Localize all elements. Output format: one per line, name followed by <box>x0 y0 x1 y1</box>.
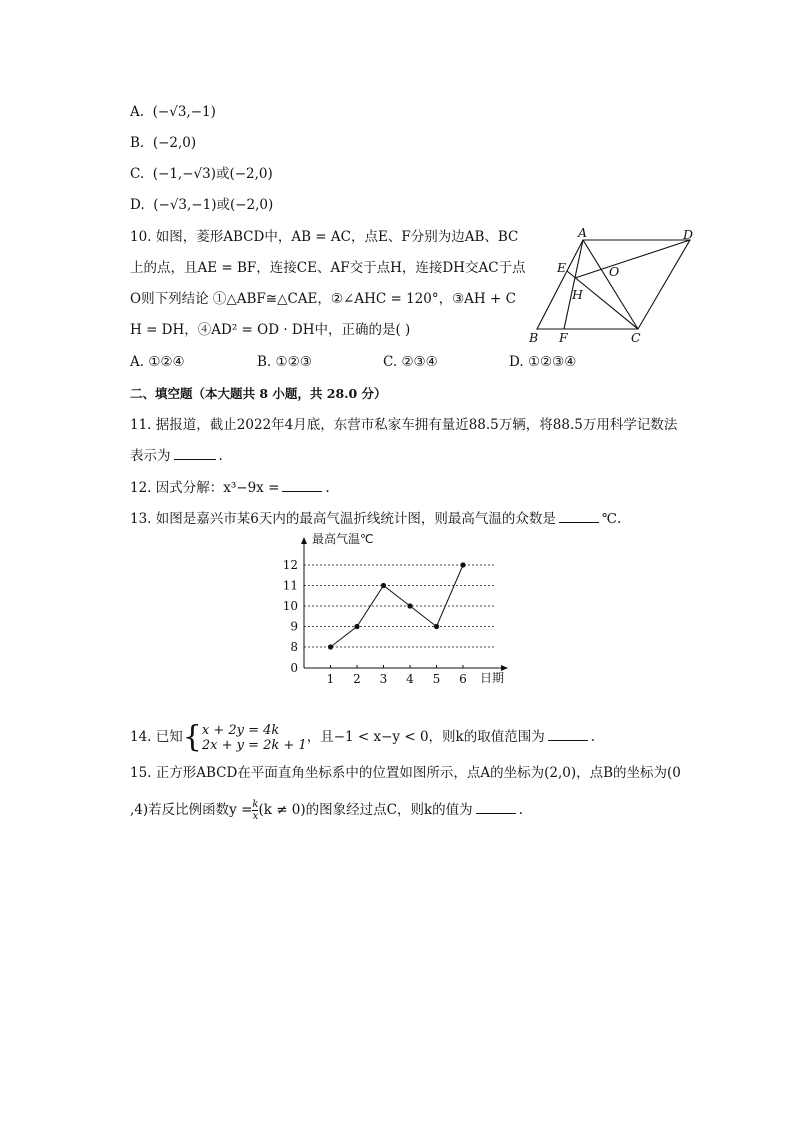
brace: { <box>182 719 202 755</box>
rhombus-figure <box>525 224 700 346</box>
answer-blank <box>476 813 516 814</box>
label-b: B <box>529 330 539 345</box>
q10-line-1: 10. 如图，菱形ABCD中，AB = AC，点E、F分别为边AB、BC <box>130 229 519 245</box>
y-tick-label: 0 <box>290 661 298 675</box>
q9-option-a: A. (−√3,−1) <box>130 104 216 120</box>
q10-option-a: A. ①②④ <box>130 354 185 370</box>
y-tick-label: 8 <box>290 640 298 654</box>
q10-line-4: H = DH，④AD² = OD · DH中，正确的是( ) <box>130 322 411 338</box>
chart-y-axis-title: 最高气温℃ <box>312 532 374 546</box>
q9-option-c: C. (−1,−√3)或(−2,0) <box>130 166 273 182</box>
data-point-day-4 <box>407 603 412 608</box>
x-tick-label: 2 <box>353 672 361 686</box>
section-2-heading: 二、填空题（本大题共 8 小题，共 28.0 分） <box>130 386 387 401</box>
label-a: A <box>578 225 588 240</box>
q15-line-1: 15. 正方形ABCD在平面直角坐标系中的位置如图所示，点A的坐标为(2,0)，点B的坐标为(0 <box>130 765 681 781</box>
q10-option-b: B. ①②③ <box>257 354 312 370</box>
answer-blank <box>282 491 322 492</box>
temperature-line-chart <box>282 528 522 690</box>
label-c: C <box>631 330 641 345</box>
rhombus-outline <box>537 240 690 329</box>
chart-grid <box>304 565 494 647</box>
label-h: H <box>572 287 583 302</box>
x-tick-label: 6 <box>459 672 467 686</box>
equation-system: x + 2y = 4k 2x + y = 2k + 1 <box>201 722 307 753</box>
answer-blank <box>174 459 216 460</box>
y-tick-label: 12 <box>282 558 298 572</box>
x-tick-label: 3 <box>379 672 388 686</box>
y-tick-label: 9 <box>290 619 298 634</box>
q9-option-b: B. (−2,0) <box>130 135 197 151</box>
x-tick-label: 4 <box>406 672 414 686</box>
data-point-day-3 <box>381 583 386 588</box>
data-point-day-5 <box>434 624 439 629</box>
segment-dh <box>575 240 690 278</box>
label-f: F <box>559 330 568 345</box>
label-d: D <box>683 227 694 242</box>
y-axis-arrow <box>301 537 307 544</box>
diagonal-ac <box>583 240 638 329</box>
q12: 12. 因式分解：x³−9x = . <box>130 480 330 496</box>
y-tick-label: 10 <box>282 599 298 613</box>
q10-option-d: D. ①②③④ <box>509 354 577 370</box>
x-tick-label: 1 <box>326 672 335 686</box>
answer-blank <box>548 740 588 741</box>
q13: 13. 如图是嘉兴市某6天内的最高气温折线统计图，则最高气温的众数是 ℃. <box>130 511 622 527</box>
x-tick-label: 5 <box>432 672 441 686</box>
segment-af <box>564 240 583 329</box>
q10-line-2: 上的点，且AE = BF，连接CE、AF交于点H，连接DH交AC于点 <box>130 260 526 276</box>
answer-blank <box>559 522 599 523</box>
q10-line-3: O则下列结论 ①△ABF≅△CAE，②∠AHC = 120°，③AH + C <box>130 291 516 307</box>
label-e: E <box>557 260 567 275</box>
chart-y-ticks <box>283 558 298 675</box>
y-tick-label: 11 <box>282 578 298 593</box>
q10-option-c: C. ②③④ <box>383 354 438 370</box>
q11-line-2: 表示为 . <box>130 448 223 464</box>
q15-line-2: ,4)若反比例函数y = $\frac{k}{x}$ (k ≠ 0)的图象经过点C，则k的值为 . <box>130 799 523 822</box>
chart-x-axis-title: 日期 <box>480 671 505 685</box>
data-point-day-1 <box>328 644 333 649</box>
q11-line-1: 11. 据报道，截止2022年4月底，东营市私家车拥有量近88.5万辆，将88.5万用科学记数法 <box>130 417 678 433</box>
fraction-k-over-x: $\frac{k}{x}$ <box>252 799 259 822</box>
data-point-day-2 <box>354 624 359 629</box>
q9-option-d: D. (−√3,−1)或(−2,0) <box>130 197 274 213</box>
data-point-day-6 <box>460 562 465 567</box>
x-axis-arrow <box>501 665 508 671</box>
label-o: O <box>609 264 620 279</box>
q14: 14. 已知{x + 2y = 4k 2x + y = 2k + 1，且−1 < x−y < 0，则k的取值范围为 . <box>130 719 596 755</box>
